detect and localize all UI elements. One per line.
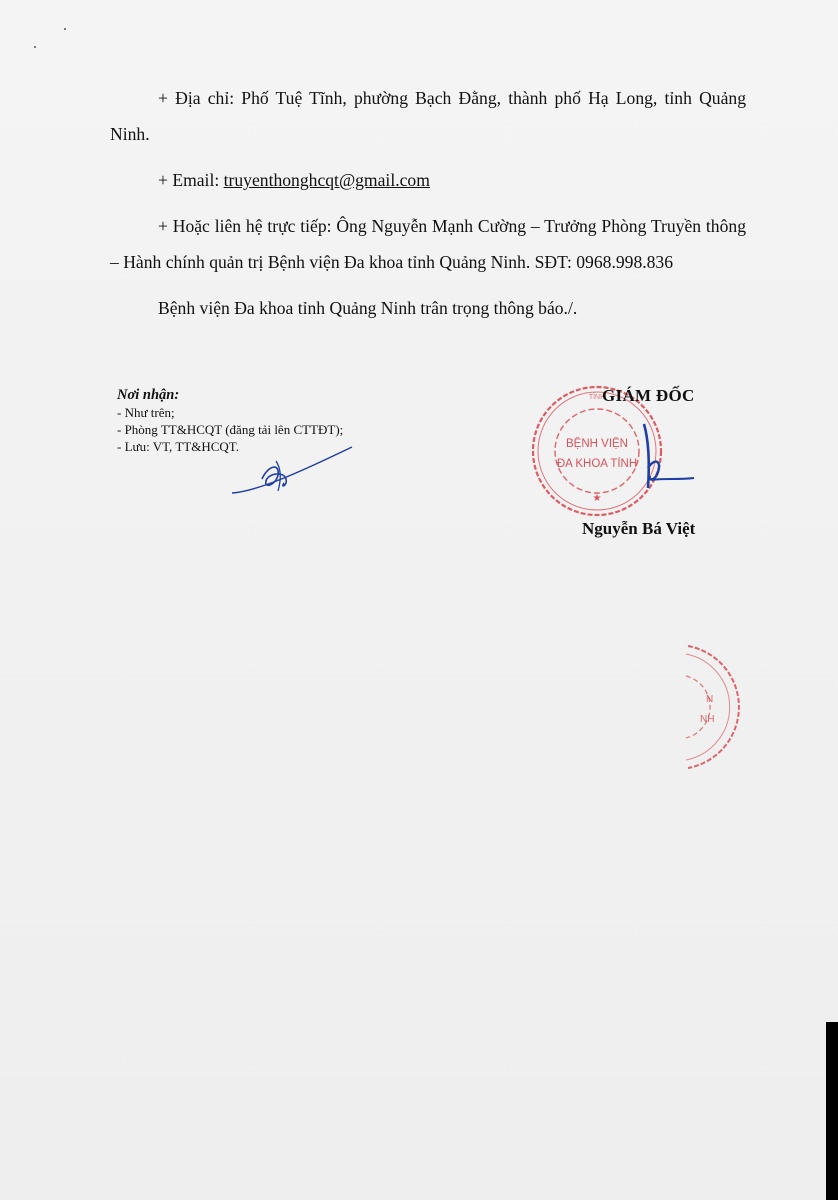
recipient-line: - Như trên; (117, 405, 175, 420)
signer-title: GIÁM ĐỐC (602, 386, 695, 405)
staff-initials-signature (228, 443, 358, 499)
scan-speck (34, 46, 36, 48)
seal-line-1: BỆNH VIỆN (566, 438, 628, 450)
signer-name: Nguyễn Bá Việt (582, 519, 696, 538)
email-paragraph (110, 162, 746, 198)
email-label: + Email: (158, 170, 224, 190)
scan-speck (64, 28, 66, 30)
closing-paragraph: Bệnh viện Đa khoa tỉnh Quảng Ninh trân trọng thông báo./. (158, 298, 578, 318)
partial-seal-stamp (682, 642, 752, 772)
svg-text:N: N (706, 694, 714, 705)
recipient-line: - Phòng TT&HCQT (đăng tải lên CTTĐT); (117, 422, 344, 437)
contact-paragraph: + Hoặc liên hệ trực tiếp: Ông Nguyễn Mạnh Cường – Trưởng Phòng Truyền thông – Hành chính quản trị Bệnh viện Đa khoa tỉnh Quảng Ninh. SĐT: 0968.998.836 (110, 216, 746, 272)
svg-text:NH: NH (700, 714, 715, 725)
svg-text:TỈNH: TỈNH (588, 394, 606, 401)
recipients-heading: Nơi nhận: (117, 387, 180, 403)
director-signature (628, 418, 698, 500)
svg-text:★: ★ (592, 493, 602, 504)
seal-line-2: ĐA KHOA TỈNH (556, 458, 638, 470)
scan-edge-bar (826, 1022, 838, 1200)
address-paragraph: + Địa chỉ: Phố Tuệ Tĩnh, phường Bạch Đằng, thành phố Hạ Long, tỉnh Quảng Ninh. (110, 88, 746, 144)
email-link[interactable]: truyenthonghcqt@gmail.com (223, 170, 430, 190)
recipient-line: - Lưu: VT, TT&HCQT. (117, 439, 239, 454)
document-body (110, 80, 746, 326)
